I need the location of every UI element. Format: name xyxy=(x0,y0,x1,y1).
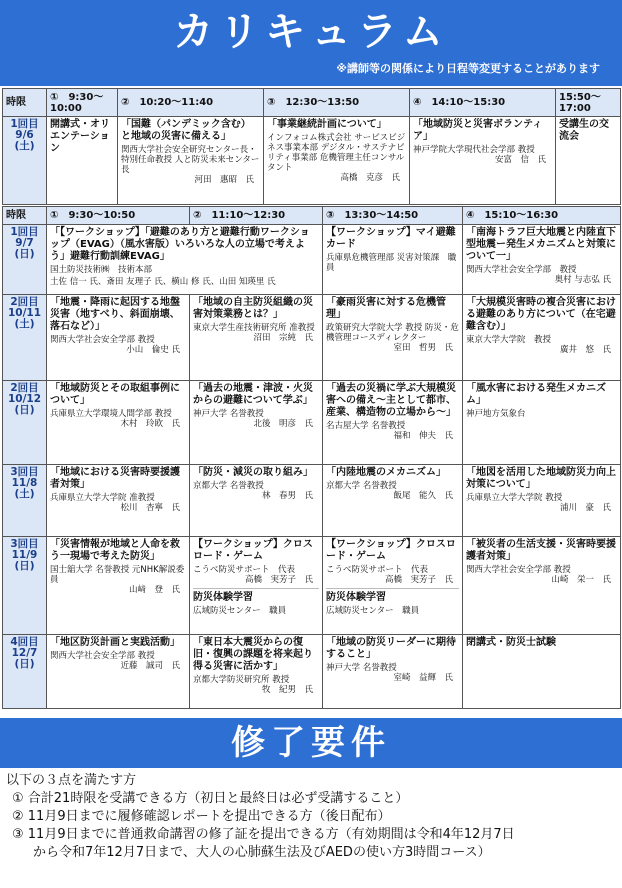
lecture-cell: 受講生の交流会 xyxy=(556,117,621,205)
schedule-table-main xyxy=(2,206,621,709)
session-day: 1回目 9/6 (土) xyxy=(3,117,47,205)
lecture-cell: 「地震・降雨に起因する地盤災害（地すべり、斜面崩壊、落石など）」 関西大学社会安全学部 教授 小山 倫史 氏 xyxy=(47,295,190,381)
table-row xyxy=(3,537,621,635)
table-row xyxy=(3,465,621,537)
header-period: 時限 xyxy=(3,207,47,225)
lecture-cell: 「内陸地震のメカニズム」 京都大学 名誉教授 飯尾 能久 氏 xyxy=(323,465,463,537)
header-period: 時限 xyxy=(3,89,47,117)
lecture-cell: 「地域の自主防災組織の災害対策業務とは？」 東京大学生産技術研究所 准教授 沼田 宗純 氏 xyxy=(190,295,323,381)
session-day: 3回目 11/9 (日) xyxy=(3,537,47,635)
session-day: 4回目 12/7 (日) xyxy=(3,635,47,709)
lecture-cell: 「被災者の生活支援・災害時要援護者対策」 関西大学社会安全学部 教授 山崎 栄一 氏 xyxy=(463,537,621,635)
schedule-table-day1 xyxy=(2,88,621,205)
table-row xyxy=(3,381,621,465)
lecture-cell: 【ワークショップ】クロスロード・ゲーム こうべ防災サポート 代表 高橋 実芳子 氏 防災体験学習 広域防災センター 職員 xyxy=(323,537,463,635)
requirement-item: ① 合計21時限を受講できる方（初日と最終日は必ず受講すること） xyxy=(12,791,409,806)
session-day: 1回目 9/7 (日) xyxy=(3,225,47,295)
requirement-item: ③ 11月9日までに普通救命講習の修了証を提出できる方（有効期間は令和4年12月7日 xyxy=(12,827,515,842)
lecture-cell: 「地域防災と災害ボランティア」 神戸学院大学現代社会学部 教授 安富 信 氏 xyxy=(410,117,556,205)
header-slot-4: ④ 14:10～15:30 xyxy=(410,89,556,117)
lecture-cell: 「風水害における発生メカニズム」 神戸地方気象台 xyxy=(463,381,621,465)
lecture-cell: 「豪雨災害に対する危機管理」 政策研究大学院大学 教授 防災・危機管理コースディレクター 室田 哲男 氏 xyxy=(323,295,463,381)
requirement-item-continued: から令和7年12月7日まで、大人の心肺蘇生法及びAEDの使い方3時間コース） xyxy=(33,845,491,860)
lecture-cell: 「南海トラフ巨大地震と内陸直下型地震ー発生メカニズムと対策について一」 関西大学社会安全学部 教授 奥村 与志弘 氏 xyxy=(463,225,621,295)
requirement-item: ② 11月9日までに履修確認レポートを提出できる方（後日配布） xyxy=(12,809,391,824)
lecture-cell: 【ワークショップ】マイ避難カード 兵庫県危機管理部 災害対策課 職員 xyxy=(323,225,463,295)
header-slot-5: 15:50～17:00 xyxy=(556,89,621,117)
requirements-heading: 修了要件 xyxy=(0,718,622,768)
lecture-cell: 「東日本大震災からの復旧・復興の課題を将来起り得る災害に活かす」 京都大学防災研究所 教授 牧 紀男 氏 xyxy=(190,635,323,709)
header-slot-3: ③ 13:30～14:50 xyxy=(323,207,463,225)
lecture-cell-workshop: 「【ワークショップ】「避難のあり方と避難行動ワークショップ（EVAG）（風水害版）いろいろな人の立場で考えよう」避難行動訓練EVAG」 国土防災技術㈱ 技術本部 土佐 信一 氏、斎田 友理子 氏、横山 修 氏、山田 知瑛里 氏 xyxy=(47,225,323,295)
session-day: 2回目 10/11 (土) xyxy=(3,295,47,381)
session-day: 3回目 11/8 (土) xyxy=(3,465,47,537)
lecture-cell: 「事業継続計画について」 インフォコム株式会社 サービスビジネス事業本部 デジタル・サステナビリティ事業部 危機管理主任コンサルタント 高橋 克彦 氏 xyxy=(264,117,410,205)
lecture-cell: 「国難（パンデミック含む）と地域の災害に備える」 関西大学社会安全研究センター長・特別任命教授 人と防災未来センター長 河田 惠昭 氏 xyxy=(118,117,264,205)
lecture-cell: 「防災・減災の取り組み」 京都大学 名誉教授 林 春男 氏 xyxy=(190,465,323,537)
header-slot-4: ④ 15:10～16:30 xyxy=(463,207,621,225)
requirements-section xyxy=(6,772,618,862)
table-row xyxy=(3,295,621,381)
requirements-intro: 以下の３点を満たす方 xyxy=(6,773,137,788)
lecture-cell: 「地域における災害時要援護者対策」 兵庫県立大学大学院 准教授 松川 杏寧 氏 xyxy=(47,465,190,537)
lecture-cell: 「大規模災害時の複合災害における避難のあり方について（在宅避難含む）」 東京大学大学院 教授 廣井 悠 氏 xyxy=(463,295,621,381)
lecture-cell: 閉講式・防災士試験 xyxy=(463,635,621,709)
schedule-note: ※講師等の関係により日程等変更することがあります xyxy=(336,62,600,75)
session-day: 2回目 10/12 (日) xyxy=(3,381,47,465)
lecture-cell: 「地域の防災リーダーに期待すること」 神戸大学 名誉教授 室崎 益輝 氏 xyxy=(323,635,463,709)
table-row xyxy=(3,225,621,295)
lecture-cell: 「過去の地震・津波・火災からの避難について学ぶ」 神戸大学 名誉教授 北後 明彦 氏 xyxy=(190,381,323,465)
table-row xyxy=(3,635,621,709)
lecture-cell: 「災害情報が地域と人命を救う一現場で考えた防災」 国士舘大学 名誉教授 元NHK解説委員 山﨑 登 氏 xyxy=(47,537,190,635)
header-slot-2: ② 11:10～12:30 xyxy=(190,207,323,225)
header-slot-3: ③ 12:30～13:50 xyxy=(264,89,410,117)
lecture-cell: 「地域防災とその取組事例について」 兵庫県立大学環境人間学部 教授 木村 玲欧 氏 xyxy=(47,381,190,465)
lecture-cell: 「地図を活用した地域防災力向上対策について」 兵庫県立大学大学院 教授 浦川 豪 氏 xyxy=(463,465,621,537)
header-slot-2: ② 10:20～11:40 xyxy=(118,89,264,117)
lecture-cell: 開講式・オリエンテーション xyxy=(47,117,118,205)
table-row xyxy=(3,117,621,205)
page-title: カリキュラム xyxy=(173,9,449,55)
lecture-cell: 「地区防災計画と実践活動」 関西大学社会安全学部 教授 近藤 誠司 氏 xyxy=(47,635,190,709)
header-slot-1: ① 9:30～10:00 xyxy=(47,89,118,117)
lecture-cell: 「過去の災禍に学ぶ大規模災害への備え～主として都市、産業、構造物の立場から～」 名古屋大学 名誉教授 福和 伸夫 氏 xyxy=(323,381,463,465)
header-slot-1: ① 9:30～10:50 xyxy=(47,207,190,225)
lecture-cell: 【ワークショップ】クロスロード・ゲーム こうべ防災サポート 代表 高橋 実芳子 氏 防災体験学習 広域防災センター 職員 xyxy=(190,537,323,635)
title-banner xyxy=(0,0,622,86)
